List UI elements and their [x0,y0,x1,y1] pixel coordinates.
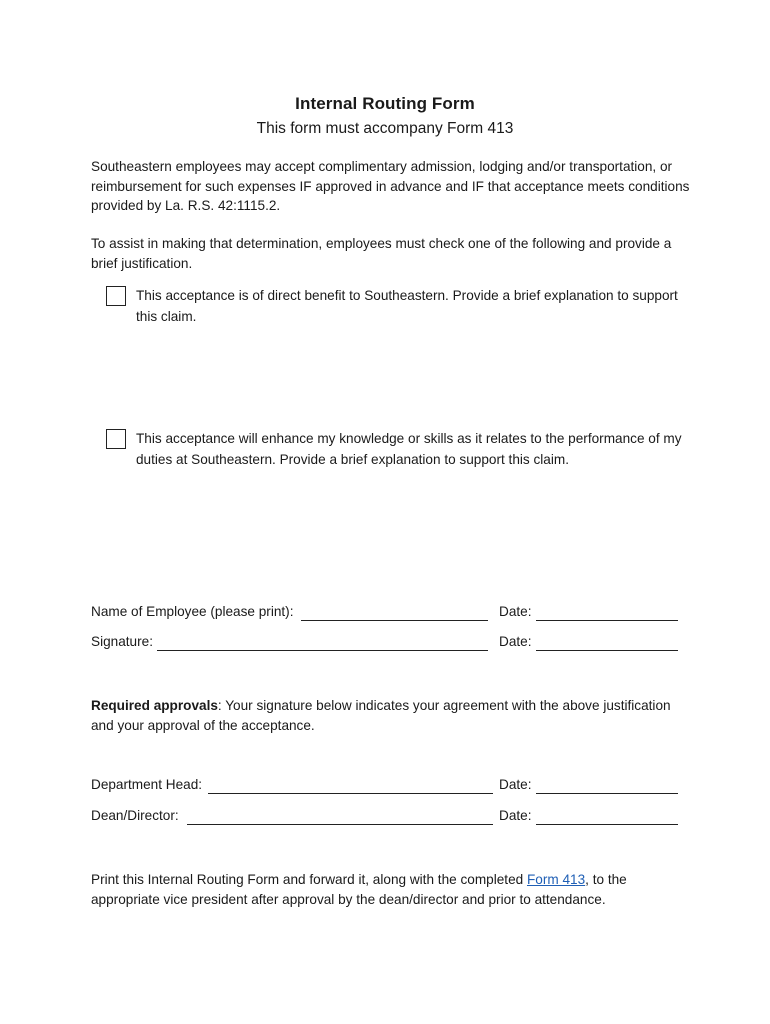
approvals-paragraph [91,696,691,735]
form-413-link[interactable]: Form 413 [526,872,586,887]
intro-paragraph-1-text: Southeastern employees may accept complimentary admission, lodging and/or transportation, or reimbursement for such expenses IF approved in advance and IF that acceptance meets conditions provided by La. R.S. 42:1115.2. [91,159,690,213]
footer-text-after-link: , to the appropriate vice president after approval by the dean/director and prior to attendance. [91,872,627,907]
approvals-paragraph-text [91,696,691,735]
approvals-text: : Your signature below indicates your agreement with the above justification and your approval of the acceptance. [91,698,671,733]
enhance-skills-label: This acceptance will enhance my knowledge or skills as it relates to the performance of my duties at Southeastern. Provide a brief explanation to support this claim. [136,431,682,467]
dean-director-line[interactable] [187,824,493,825]
enhance-skills-checkbox[interactable] [106,429,126,449]
approvals-heading: Required approvals [91,698,218,713]
department-head-date-label: Date: [499,777,532,792]
intro-paragraph-2-text: To assist in making that determination, employees must check one of the following and provide a brief justification. [91,236,672,271]
employee-date-label: Date: [499,604,532,619]
intro-paragraph-1 [91,157,691,216]
employee-name-line[interactable] [301,620,488,621]
form-title: Internal Routing Form [295,94,475,113]
footer-instructions [91,870,691,909]
signature-date-line[interactable] [536,650,678,651]
employee-date-line[interactable] [536,620,678,621]
intro-paragraph-2 [91,234,691,273]
footer-text-before-link: Print this Internal Routing Form and forward it, along with the completed [91,872,527,887]
dean-director-date-line[interactable] [536,824,678,825]
dean-director-label: Dean/Director: [91,808,179,823]
form-subtitle: This form must accompany Form 413 [256,120,514,137]
department-head-date-line[interactable] [536,793,678,794]
dean-director-date-label: Date: [499,808,532,823]
direct-benefit-label: This acceptance is of direct benefit to Southeastern. Provide a brief explanation to support this claim. [136,288,678,324]
signature-line[interactable] [157,650,488,651]
employee-name-label: Name of Employee (please print): [91,604,294,619]
department-head-line[interactable] [208,793,493,794]
direct-benefit-checkbox[interactable] [106,286,126,306]
department-head-label: Department Head: [91,777,203,792]
signature-label: Signature: [91,634,153,649]
footer-instructions-text [91,870,691,909]
signature-date-label: Date: [499,634,532,649]
